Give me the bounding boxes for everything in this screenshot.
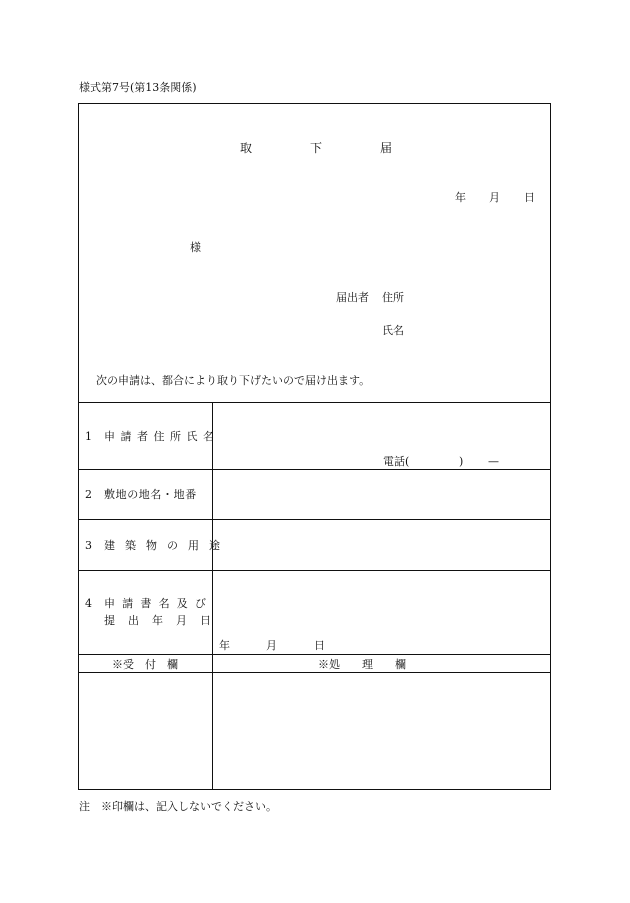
statement-text: 次の申請は、都合により取り下げたいので届け出ます。	[96, 374, 371, 387]
submitter-name-label: 氏名	[382, 324, 404, 337]
row-4-date-month: 月	[266, 639, 277, 652]
row-4-label-line1: 申請書名及び	[104, 597, 214, 610]
title-char-2: 下	[310, 141, 323, 155]
row-4-date-year: 年	[219, 639, 230, 652]
footnote: 注 ※印欄は、記入しないでください。	[79, 800, 277, 813]
row-1-label: 申請者住所氏名	[104, 430, 220, 443]
title-char-3: 届	[380, 141, 393, 155]
submitter-address-label: 住所	[382, 291, 404, 304]
date-day-label: 日	[524, 191, 535, 204]
title-char-1: 取	[240, 141, 253, 155]
office-use-divider	[78, 654, 551, 655]
row-4-date-day: 日	[314, 639, 325, 652]
submitter-role-label: 届出者	[336, 291, 369, 304]
phone-label: 電話(	[383, 455, 410, 468]
form-frame	[78, 103, 551, 790]
date-month-label: 月	[489, 191, 500, 204]
row-1-number: 1	[85, 430, 92, 443]
row-2-label: 敷地の地名・地番	[104, 488, 197, 501]
date-year-label: 年	[455, 191, 466, 204]
office-use-header-line	[78, 672, 551, 673]
phone-dash: —	[488, 455, 499, 468]
row-3-label: 建築物の用途	[104, 539, 230, 552]
reception-header: ※受 付 欄	[112, 658, 178, 671]
addressee-suffix: 様	[190, 241, 201, 254]
row-4-label-line2: 提出年月日	[104, 614, 224, 627]
row-divider-2	[78, 519, 551, 520]
form-number: 様式第7号(第13条関係)	[79, 81, 197, 94]
row-divider-1	[78, 469, 551, 470]
row-3-number: 3	[85, 539, 92, 552]
label-column-divider	[212, 402, 213, 790]
table-top-line	[78, 402, 551, 403]
processing-header: ※処 理 欄	[318, 658, 406, 671]
phone-close-paren: )	[459, 455, 464, 468]
row-2-number: 2	[85, 488, 92, 501]
row-4-number: 4	[85, 597, 92, 610]
row-divider-3	[78, 570, 551, 571]
